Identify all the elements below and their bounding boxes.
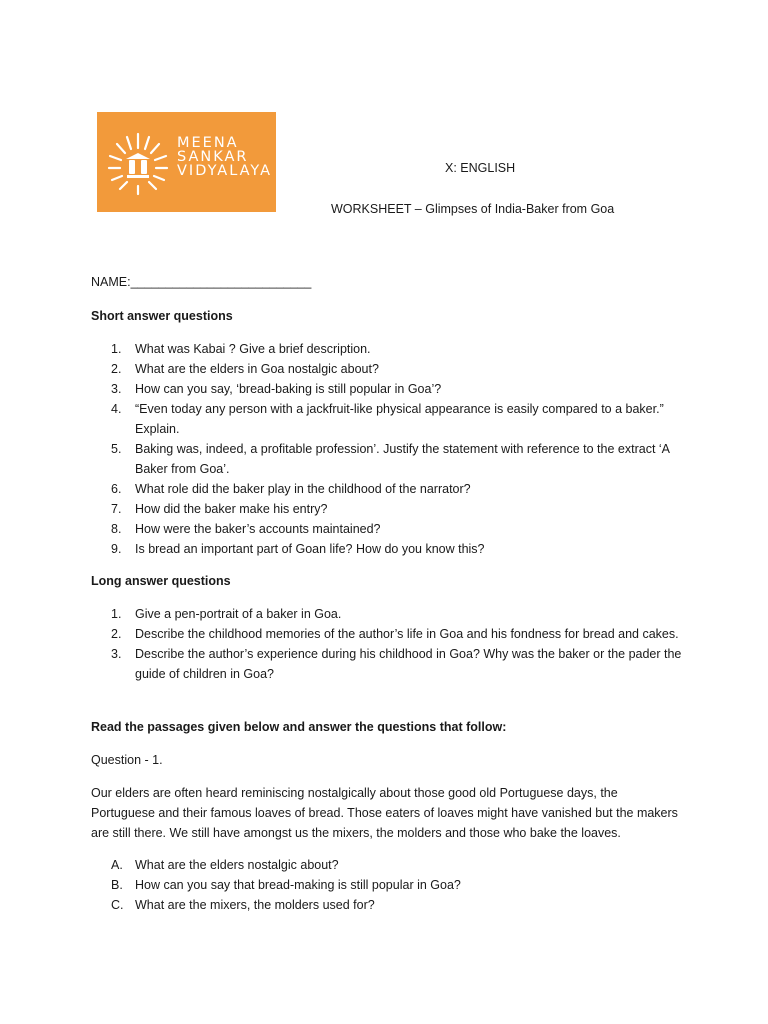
question-letter: C. (111, 898, 124, 912)
long-question (91, 604, 691, 624)
short-answer-heading: Short answer questions (91, 309, 233, 323)
question-number: 1. (111, 607, 122, 621)
short-question (91, 479, 691, 499)
school-name (177, 136, 272, 178)
short-question (91, 359, 691, 379)
passage-question (91, 855, 691, 875)
short-question (91, 399, 691, 439)
long-question (91, 644, 691, 684)
question-number: 2. (111, 627, 122, 641)
question-text: Describe the author’s experience during his childhood in Goa? Why was the baker or the pader the guide of children in Goa? (135, 647, 682, 681)
passage-text: Our elders are often heard reminiscing nostalgically about those good old Portuguese days, the Portuguese and their famous loaves of bread. Those eaters of loaves might have vanished but the makers are still there. We still have amongst us the mixers, the molders and those who bake the loaves. (91, 786, 678, 840)
question-text: Is bread an important part of Goan life? How do you know this? (135, 542, 485, 556)
question-number: 3. (111, 382, 122, 396)
passage-question (91, 895, 691, 915)
question-number: 9. (111, 542, 122, 556)
short-question (91, 439, 691, 479)
name-field: NAME:__________________________ (91, 275, 312, 289)
question-text: How can you say, ‘bread-baking is still popular in Goa’? (135, 382, 442, 396)
short-question (91, 499, 691, 519)
question-text: Describe the childhood memories of the author’s life in Goa and his fondness for bread and cakes. (135, 627, 679, 641)
question-text: What are the elders in Goa nostalgic about? (135, 362, 379, 376)
question-text: What was Kabai ? Give a brief description. (135, 342, 371, 356)
question-label: Question - 1. (91, 753, 163, 767)
question-text: “Even today any person with a jackfruit-like physical appearance is easily compared to a baker.” Explain. (135, 402, 664, 436)
school-name-line-3: VIDYALAYA (177, 163, 273, 179)
passage-question (91, 875, 691, 895)
question-number: 5. (111, 442, 122, 456)
question-text: What are the elders nostalgic about? (135, 858, 339, 872)
question-number: 8. (111, 522, 122, 536)
question-number: 2. (111, 362, 122, 376)
question-text: How can you say that bread-making is still popular in Goa? (135, 878, 461, 892)
short-question (91, 539, 691, 559)
long-question (91, 624, 691, 644)
question-text: What are the mixers, the molders used for? (135, 898, 375, 912)
subject-title: X: ENGLISH (445, 161, 516, 175)
question-text: Baking was, indeed, a profitable profession’. Justify the statement with reference to the extract ‘A Baker from Goa’. (135, 442, 670, 476)
short-question (91, 379, 691, 399)
school-logo (97, 112, 276, 212)
question-number: 3. (111, 647, 122, 661)
passages-heading: Read the passages given below and answer the questions that follow: (91, 720, 507, 734)
long-answer-heading: Long answer questions (91, 574, 231, 588)
short-question (91, 339, 691, 359)
question-number: 4. (111, 402, 122, 416)
passage-questions-list (91, 855, 691, 915)
worksheet-title: WORKSHEET – Glimpses of India-Baker from Goa (331, 202, 615, 216)
question-text: What role did the baker play in the childhood of the narrator? (135, 482, 471, 496)
school-name-line-1: MEENA (177, 135, 239, 151)
question-text: How did the baker make his entry? (135, 502, 328, 516)
long-answer-list (91, 604, 691, 684)
question-letter: A. (111, 858, 123, 872)
question-number: 6. (111, 482, 122, 496)
question-letter: B. (111, 878, 123, 892)
radiating-sun-icon (105, 126, 171, 196)
question-number: 1. (111, 342, 122, 356)
school-name-line-2: SANKAR (177, 149, 249, 165)
question-text: How were the baker’s accounts maintained? (135, 522, 381, 536)
short-question (91, 519, 691, 539)
question-text: Give a pen-portrait of a baker in Goa. (135, 607, 342, 621)
short-answer-list (91, 339, 691, 559)
question-number: 7. (111, 502, 122, 516)
